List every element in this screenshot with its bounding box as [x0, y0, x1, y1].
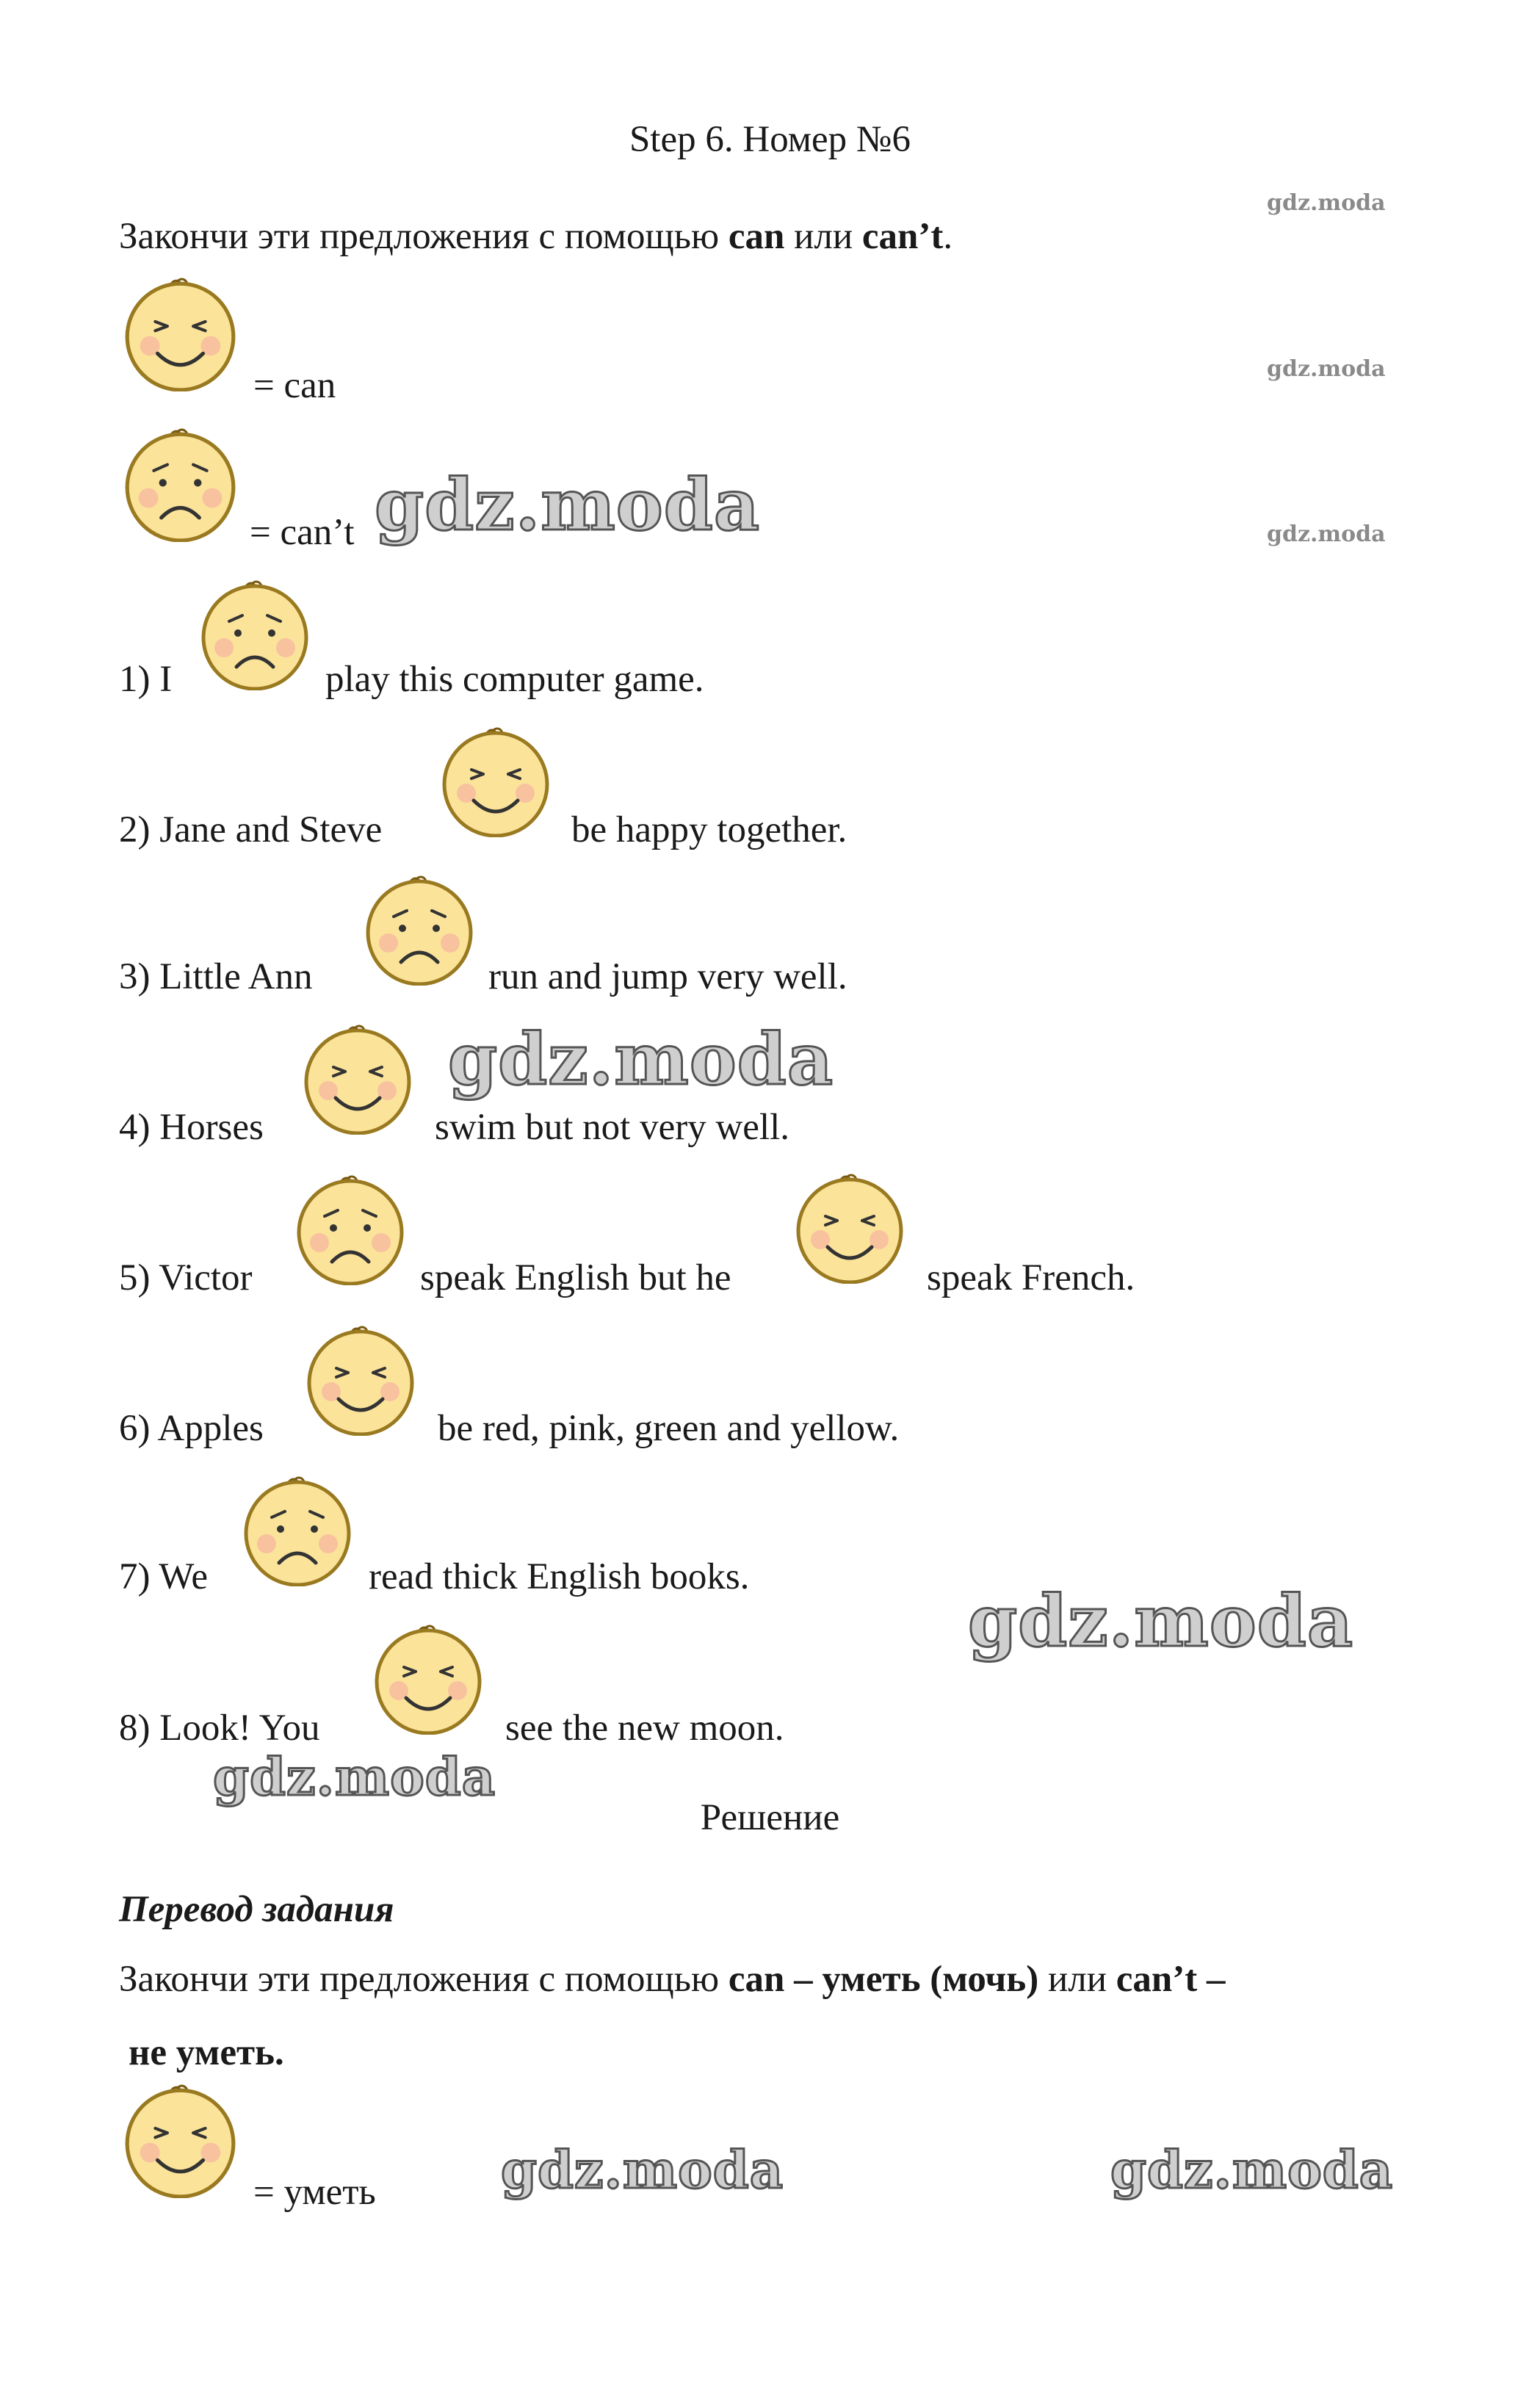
- sentence-5-middle: speak English but he: [420, 1257, 731, 1298]
- sentence-3-end: run and jump very well.: [488, 956, 847, 997]
- happy-face-icon: [441, 727, 551, 837]
- sentence-7-start: 7) We: [119, 1556, 209, 1597]
- sentence-2-start: 2) Jane and Steve: [119, 809, 383, 850]
- sentence-8-start: 8) Look! You: [119, 1708, 320, 1749]
- watermark: gdz.moda: [968, 1580, 1354, 1663]
- watermark: gdz.moda: [213, 1746, 496, 1807]
- watermark: gdz.moda: [448, 1018, 834, 1101]
- watermark: gdz.moda: [501, 2139, 784, 2200]
- watermark: gdz.moda: [1267, 356, 1386, 382]
- sad-face-icon: [295, 1175, 405, 1285]
- translation-line-1: Закончи эти предложения с помощью can – уметь (мочь) или can’t –: [119, 1959, 1226, 2000]
- instruction-text: Закончи эти предложения с помощью: [119, 216, 729, 257]
- sad-face-icon: [200, 580, 310, 690]
- sentence-5-end: speak French.: [927, 1257, 1135, 1298]
- sentence-6-end: be red, pink, green and yellow.: [438, 1408, 900, 1449]
- sad-face-icon: [364, 875, 474, 986]
- happy-face-icon: [373, 1625, 483, 1735]
- sentence-7-end: read thick English books.: [369, 1556, 750, 1597]
- translation-line-2: не уметь.: [129, 2032, 284, 2073]
- sentence-5-start: 5) Victor: [119, 1257, 253, 1298]
- sad-face-icon: [123, 428, 237, 542]
- can-word: can: [728, 216, 785, 257]
- sentence-1-end: play this computer game.: [325, 659, 704, 700]
- sentence-8-end: see the new moon.: [505, 1708, 784, 1749]
- solution-heading: Решение: [700, 1797, 840, 1838]
- sentence-6-start: 6) Apples: [119, 1408, 264, 1449]
- sad-face-icon: [242, 1476, 353, 1586]
- watermark: gdz.moda: [1110, 2139, 1394, 2200]
- task-instruction: Закончи эти предложения с помощью can или can’t.: [119, 216, 953, 257]
- happy-face-icon: [123, 2084, 237, 2198]
- happy-face-icon: [795, 1174, 905, 1284]
- sentence-4-start: 4) Horses: [119, 1107, 264, 1148]
- legend-umet-label: = уметь: [253, 2172, 376, 2213]
- happy-face-icon: [303, 1025, 413, 1135]
- translation-heading: Перевод задания: [119, 1889, 394, 1930]
- sentence-4-end: swim but not very well.: [435, 1107, 790, 1148]
- happy-face-icon: [306, 1326, 416, 1436]
- legend-cant-label: = can’t: [250, 512, 355, 553]
- sentence-1-start: 1) I: [119, 659, 173, 700]
- sentence-2-end: be happy together.: [571, 809, 847, 850]
- page-title: Step 6. Номер №6: [629, 119, 911, 160]
- sentence-3-start: 3) Little Ann: [119, 956, 313, 997]
- watermark: gdz.moda: [375, 463, 761, 546]
- happy-face-icon: [123, 278, 237, 391]
- or-word: или: [784, 216, 862, 257]
- cant-word: can’t: [861, 216, 944, 257]
- watermark: gdz.moda: [1267, 521, 1386, 547]
- watermark: gdz.moda: [1267, 190, 1386, 216]
- legend-can-label: = can: [253, 365, 336, 406]
